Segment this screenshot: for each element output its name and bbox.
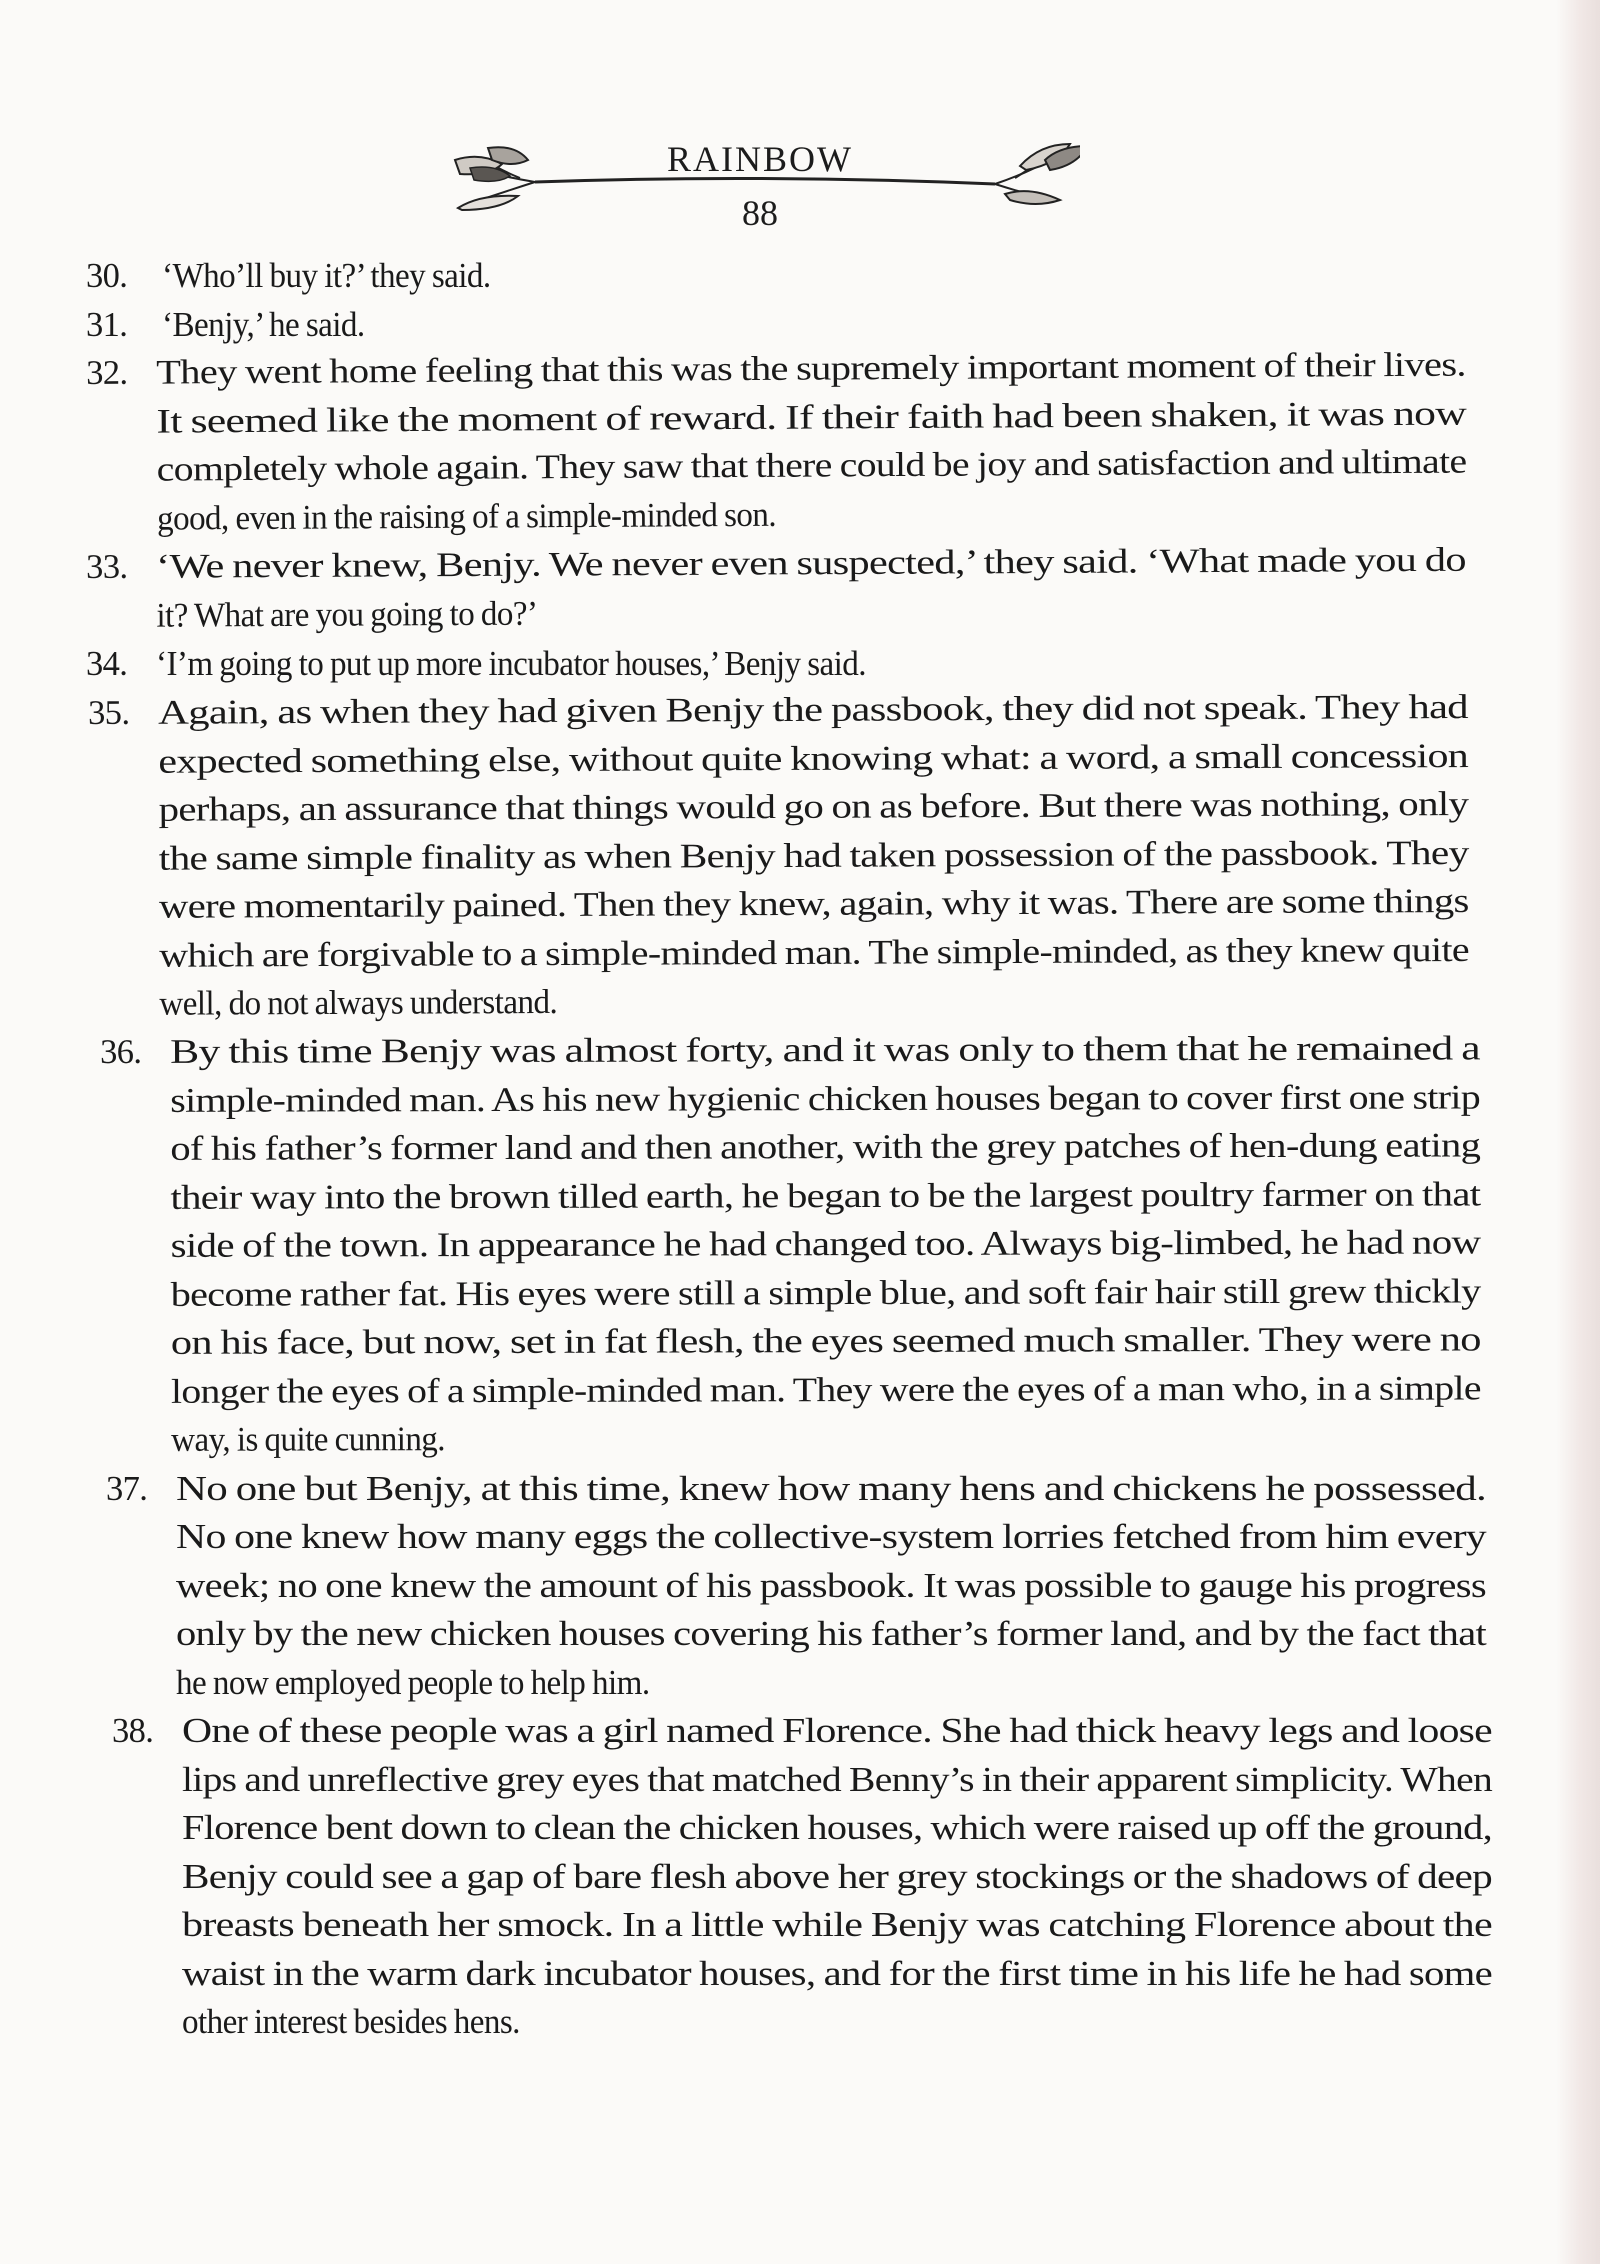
text-line: One of these people was a girl named Florence. She had thick heavy legs and loose — [182, 1712, 1492, 1750]
text-line: waist in the warm dark incubator houses, and for the first time in his life he had some — [182, 1954, 1493, 1993]
text-line: Florence bent down to clean the chicken houses, which were raised up off the ground, — [182, 1809, 1493, 1847]
text-line: side of the town. In appearance he had changed too. Always big-limbed, he had now — [170, 1223, 1481, 1265]
text-line: perhaps, an assurance that things would go on as before. But there was nothing, only — [158, 784, 1469, 829]
page-header — [440, 130, 1080, 240]
text-line: way, is quite cunning. — [171, 1420, 446, 1459]
paragraph-number: 37. — [106, 1469, 148, 1508]
paragraph-32 — [86, 341, 1467, 543]
text-line: lips and unreflective grey eyes that matched Benny’s in their apparent simplicity. When — [182, 1760, 1493, 1799]
text-line: the same simple finality as when Benjy had taken possession of the passbook. They — [158, 832, 1469, 877]
text-line: breasts beneath her smock. In a little while Benjy was catching Florence about the — [182, 1906, 1493, 1944]
paragraph-number: 30. — [86, 257, 128, 295]
text-line: No one knew how many eggs the collective-system lorries fetched from him every — [176, 1518, 1486, 1556]
page-body — [86, 252, 1493, 2047]
text-line: It seemed like the moment of reward. If their faith had been shaken, it was now — [156, 394, 1467, 441]
text-line: completely whole again. They saw that there could be joy and satisfaction and ultimate — [156, 442, 1467, 489]
paragraph-37 — [106, 1465, 1487, 1708]
paragraph-number: 38. — [112, 1712, 154, 1750]
paragraph-number: 31. — [86, 305, 128, 344]
running-title: RAINBOW — [667, 139, 853, 179]
paragraph-number: 33. — [86, 547, 128, 586]
page-number: 88 — [742, 193, 778, 233]
text-line: it? What are you going to do?’ — [156, 594, 538, 635]
paragraph-35 — [88, 682, 1470, 1028]
text-line: ‘We never knew, Benjy. We never even suspected,’ they said. ‘What made you do — [156, 540, 1466, 586]
paragraph-number: 32. — [86, 353, 128, 392]
text-line: of his father’s former land and then another, with the grey patches of hen-dung eating — [170, 1126, 1481, 1168]
text-line: simple-minded man. As his new hygienic chicken houses began to cover first one strip — [170, 1077, 1481, 1120]
text-line: well, do not always understand. — [159, 982, 558, 1023]
text-line: longer the eyes of a simple-minded man. They were the eyes of a man who, in a simple — [170, 1368, 1481, 1411]
paragraph-34 — [86, 640, 1466, 689]
paragraph-38 — [112, 1707, 1493, 2047]
paragraph-number: 35. — [88, 693, 130, 732]
text-line: which are forgivable to a simple-minded man. The simple-minded, as they knew quite — [159, 929, 1470, 974]
text-line: ‘I’m going to put up more incubator houses,’ Benjy said. — [156, 645, 867, 683]
text-line: By this time Benjy was almost forty, and it was only to them that he remained a — [170, 1029, 1480, 1071]
text-line: Again, as when they had given Benjy the passbook, they did not speak. They had — [158, 687, 1468, 732]
paragraph-number: 34. — [86, 645, 128, 683]
text-line: become rather fat. His eyes were still a simple blue, and soft fair hair still grew thickly — [170, 1271, 1481, 1314]
paragraph-36 — [100, 1024, 1481, 1464]
text-line: ‘Benjy,’ he said. — [162, 305, 365, 344]
text-line: on his face, but now, set in fat flesh, the eyes seemed much smaller. They were no — [170, 1320, 1481, 1362]
text-line: Benjy could see a gap of bare flesh above her grey stockings or the shadows of deep — [182, 1857, 1493, 1896]
text-line: he now employed people to help him. — [176, 1663, 650, 1702]
text-line: ‘Who’ll buy it?’ they said. — [162, 257, 491, 295]
text-line: expected something else, without quite knowing what: a word, a small concession — [158, 735, 1469, 780]
paragraph-30 — [86, 252, 1466, 301]
text-line: only by the new chicken houses covering his father’s former land, and by the fact that — [176, 1615, 1487, 1653]
text-line: They went home feeling that this was the supremely important moment of their lives. — [156, 345, 1466, 392]
paragraph-number: 36. — [100, 1032, 142, 1071]
text-line: good, even in the raising of a simple-minded son. — [156, 495, 777, 538]
text-line: No one but Benjy, at this time, knew how many hens and chickens he possessed. — [176, 1469, 1487, 1508]
text-line: their way into the brown tilled earth, he began to be the largest poultry farmer on that — [170, 1174, 1481, 1217]
text-line: week; no one knew the amount of his passbook. It was possible to gauge his progress — [176, 1566, 1486, 1605]
text-line: were momentarily pained. Then they knew, again, why it was. There are some things — [158, 881, 1469, 926]
paragraph-33 — [86, 536, 1466, 640]
text-line: other interest besides hens. — [182, 2003, 520, 2041]
